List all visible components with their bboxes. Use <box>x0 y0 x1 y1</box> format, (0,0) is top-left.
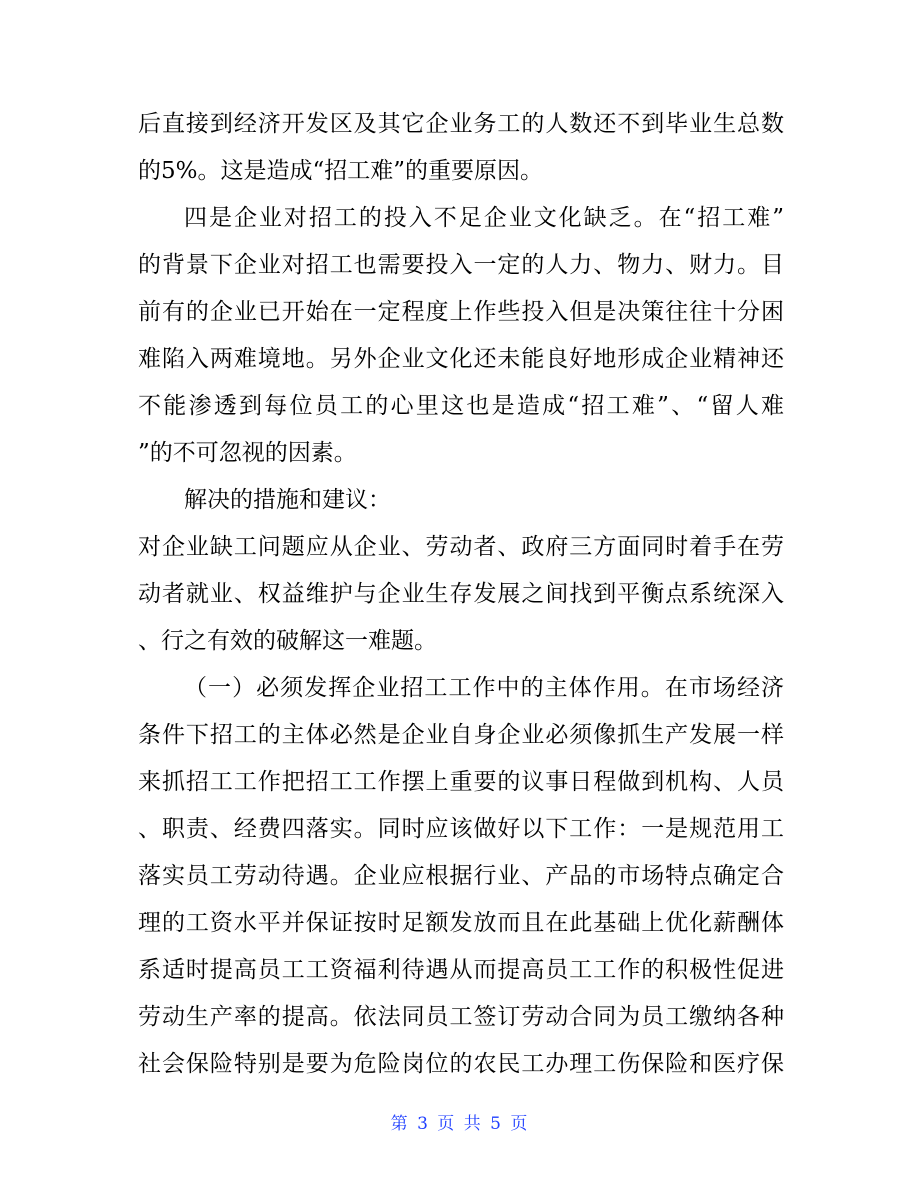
paragraph-line-11: 动者就业、权益维护与企业生存发展之间找到平衡点系统深入 <box>138 581 784 607</box>
paragraph-line-16: 、职责、经费四落实。同时应该做好以下工作：一是规范用工 <box>138 816 784 842</box>
paragraph-line-10: 对企业缺工问题应从企业、劳动者、政府三方面同时着手在劳 <box>138 534 784 560</box>
paragraph-line-2: 的5%。这是造成“招工难”的重要原因。 <box>138 158 544 184</box>
paragraph-line-12: 、行之有效的破解这一难题。 <box>138 628 437 654</box>
paragraph-line-1: 后直接到经济开发区及其它企业务工的人数还不到毕业生总数 <box>138 111 784 137</box>
paragraph-line-21: 社会保险特别是要为危险岗位的农民工办理工伤保险和医疗保 <box>138 1051 784 1077</box>
paragraph-line-6: 难陷入两难境地。另外企业文化还未能良好地形成企业精神还 <box>138 346 784 372</box>
paragraph-line-20: 劳动生产率的提高。依法同员工签订劳动合同为员工缴纳各种 <box>138 1004 784 1030</box>
paragraph-line-19: 系适时提高员工工资福利待遇从而提高员工工作的积极性促进 <box>138 957 784 983</box>
paragraph-line-17: 落实员工劳动待遇。企业应根据行业、产品的市场特点确定合 <box>138 863 784 889</box>
paragraph-line-15: 来抓招工工作把招工工作摆上重要的议事日程做到机构、人员 <box>138 769 784 795</box>
paragraph-line-3: 四是企业对招工的投入不足企业文化缺乏。在“招工难” <box>184 205 784 231</box>
page-number-footer: 第 3 页 共 5 页 <box>390 1114 530 1134</box>
paragraph-line-8: ”的不可忽视的因素。 <box>138 440 357 466</box>
paragraph-line-13: （一）必须发挥企业招工工作中的主体作用。在市场经济 <box>184 675 784 701</box>
paragraph-line-5: 前有的企业已开始在一定程度上作些投入但是决策往往十分困 <box>138 299 784 325</box>
paragraph-line-18: 理的工资水平并保证按时足额发放而且在此基础上优化薪酬体 <box>138 910 784 936</box>
section-heading: 解决的措施和建议： <box>184 487 391 513</box>
paragraph-line-7: 不能渗透到每位员工的心里这也是造成“招工难”、“留人难 <box>138 393 784 419</box>
paragraph-line-4: 的背景下企业对招工也需要投入一定的人力、物力、财力。目 <box>138 252 784 278</box>
paragraph-line-14: 条件下招工的主体必然是企业自身企业必须像抓生产发展一样 <box>138 722 784 748</box>
